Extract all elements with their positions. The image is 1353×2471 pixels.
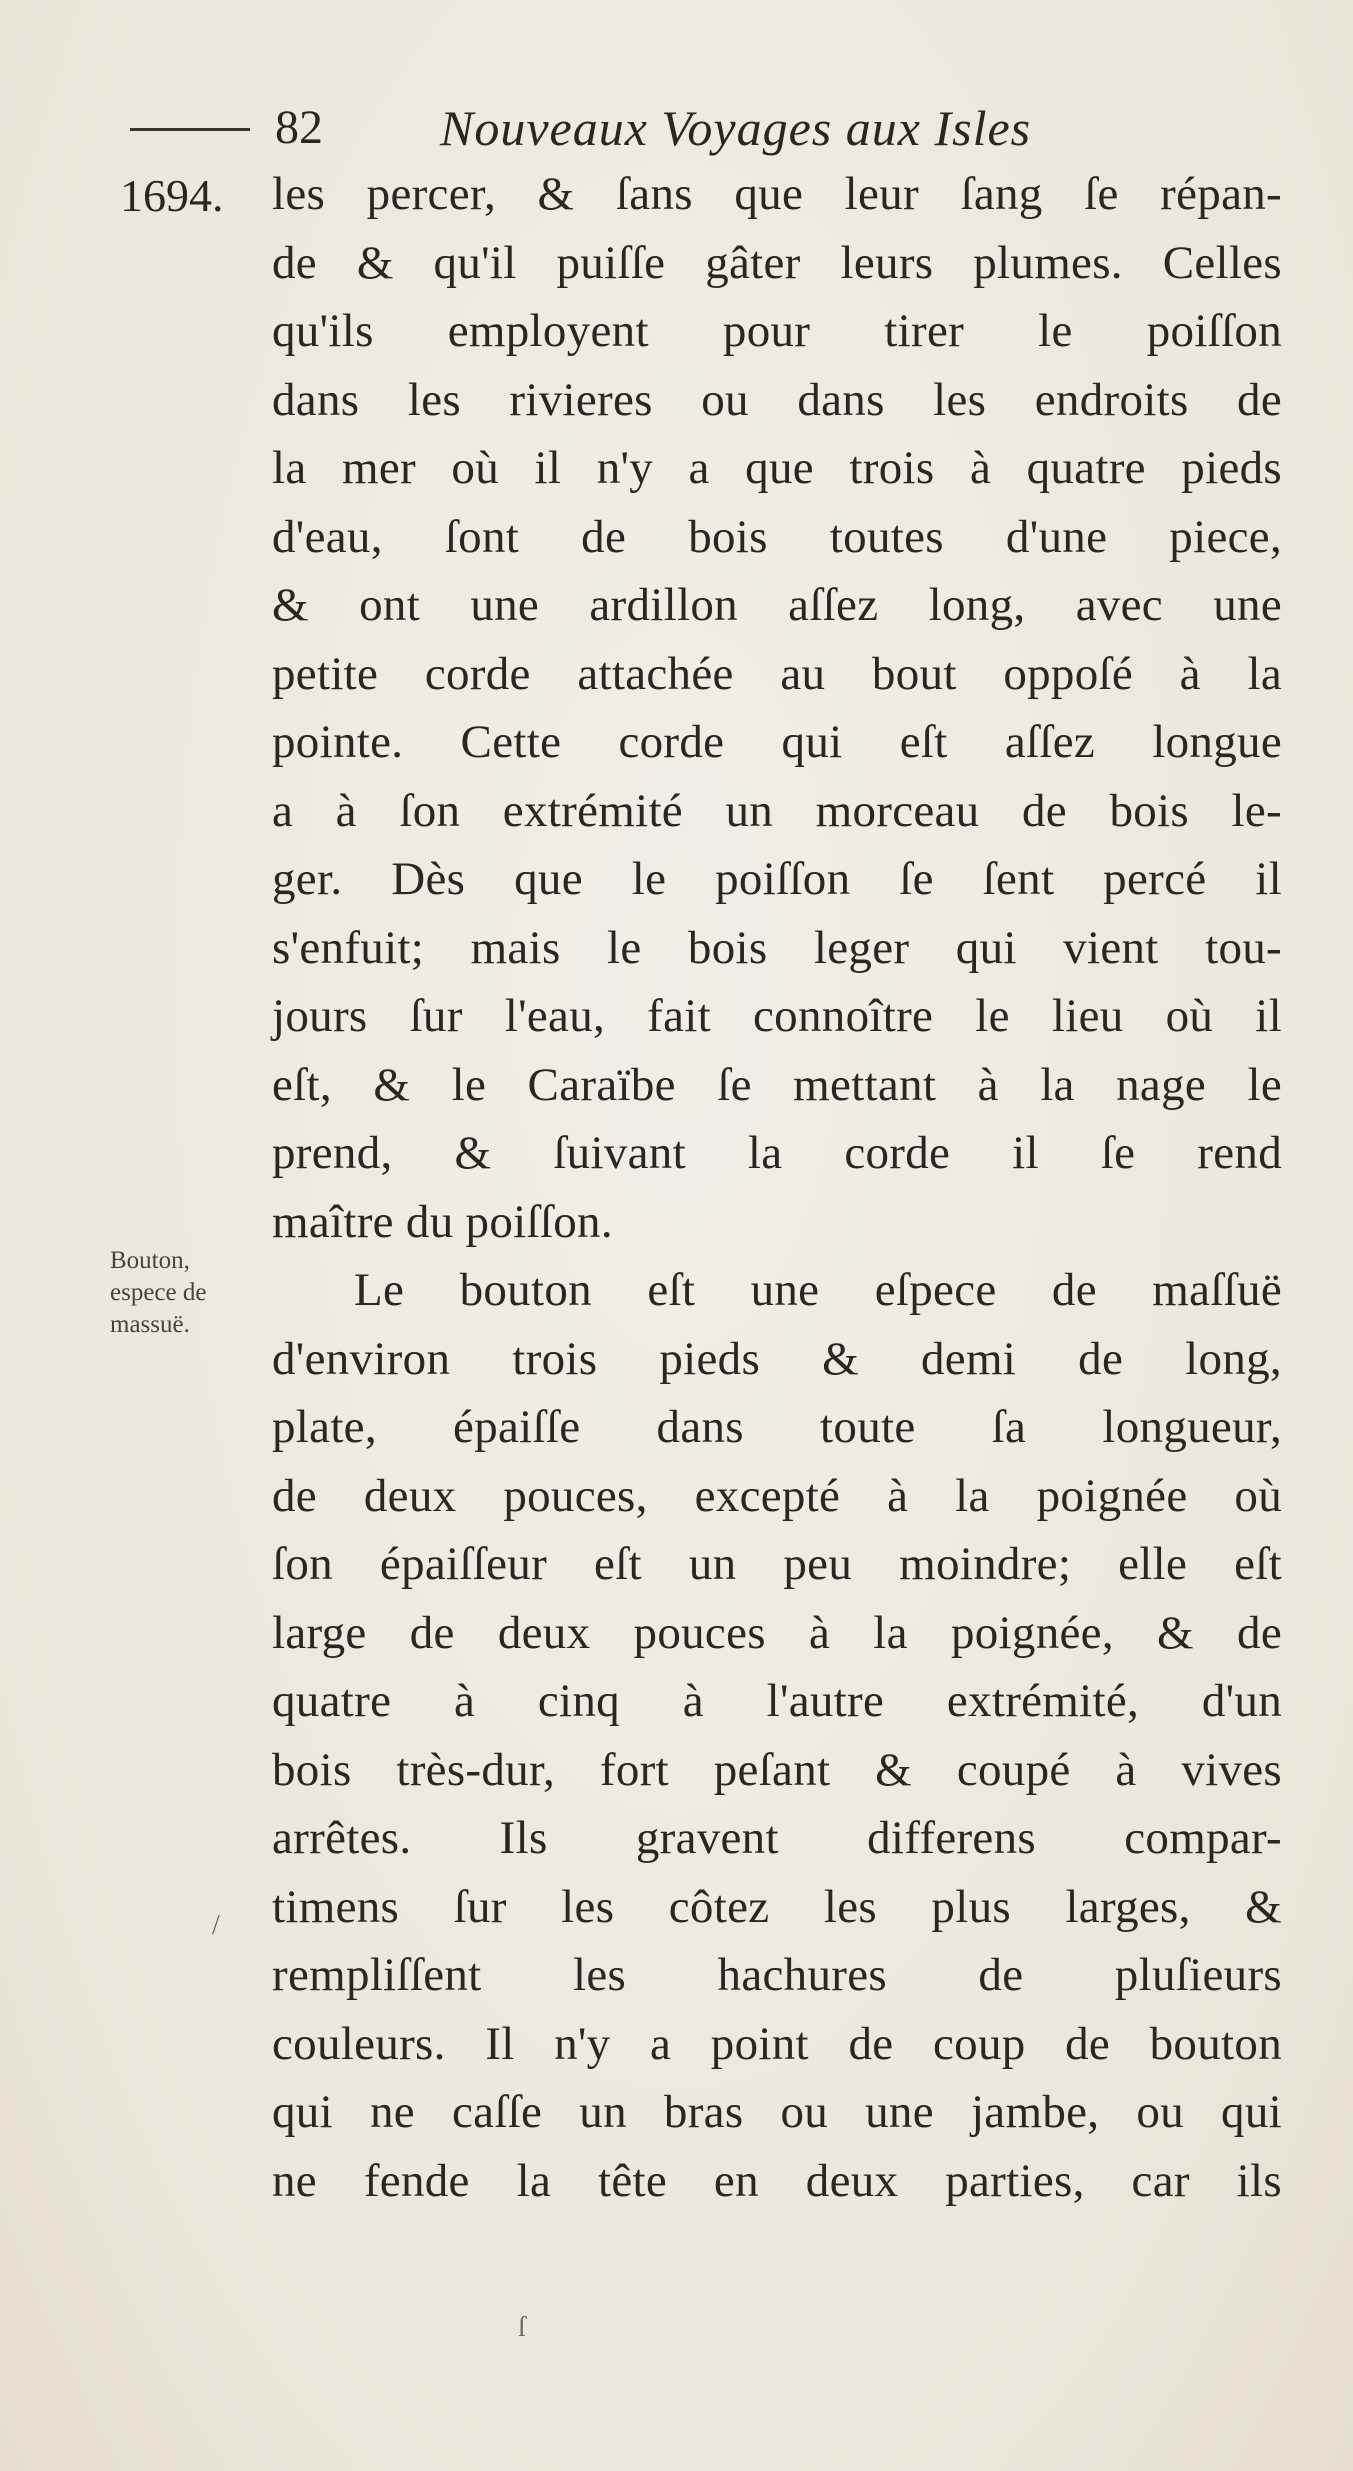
text-line: couleurs. Il n'y a point de coup de bouton — [272, 2017, 1282, 2070]
text-line: eſt, & le Caraïbe ſe mettant à la nage le — [272, 1058, 1282, 1111]
text-line: les percer, & ſans que leur ſang ſe répan- — [272, 168, 1282, 220]
text-line: ne fende la tête en deux parties, car ils — [272, 2154, 1282, 2207]
margin-note-line: Bouton, — [110, 1247, 190, 1274]
text-line: a à ſon extrémité un morceau de bois le- — [272, 784, 1282, 837]
text-line: qu'ils employent pour tirer le poiſſon — [272, 305, 1282, 357]
text-line: prend, & ſuivant la corde il ſe rend — [272, 1127, 1282, 1179]
body-text — [272, 160, 1282, 2215]
page-number: 82 — [275, 101, 323, 154]
text-line: quatre à cinq à l'autre extrémité, d'un — [272, 1675, 1282, 1727]
margin-year: 1694. — [120, 170, 224, 221]
text-line: rempliſſent les hachures de pluſieurs — [272, 1949, 1282, 2001]
page-header — [130, 98, 1230, 158]
text-line: & ont une ardillon aſſez long, avec une — [272, 579, 1282, 631]
text-line: d'environ trois pieds & demi de long, — [272, 1332, 1282, 1385]
margin-note-line: espece de — [110, 1279, 207, 1306]
text-line: s'enfuit; mais le bois leger qui vient tou- — [272, 921, 1282, 974]
text-line: de & qu'il puiſſe gâter leurs plumes. Celles — [272, 236, 1282, 289]
text-line: qui ne caſſe un bras ou une jambe, ou qui — [272, 2086, 1282, 2138]
stray-mark: ſ — [518, 2312, 526, 2343]
text-line: ſon épaiſſeur eſt un peu moindre; elle eſt — [272, 1538, 1282, 1590]
margin-note — [110, 1245, 260, 1341]
running-title: Nouveaux Voyages aux Isles — [440, 100, 1032, 156]
text-line: jours ſur l'eau, fait connoître le lieu où il — [272, 990, 1282, 1042]
text-line: maître du poiſſon. — [272, 1195, 613, 1248]
text-line: bois très-dur, fort peſant & coupé à vives — [272, 1743, 1282, 1796]
header-rule — [130, 128, 250, 131]
text-line: ger. Dès que le poiſſon ſe ſent percé il — [272, 853, 1282, 905]
text-line: timens ſur les côtez les plus larges, & — [272, 1880, 1282, 1933]
stray-mark: / — [212, 1910, 220, 1941]
text-line: Le bouton eſt une eſpece de maſſuë — [354, 1264, 1282, 1316]
text-line: pointe. Cette corde qui eſt aſſez longue — [272, 716, 1282, 768]
text-line: plate, épaiſſe dans toute ſa longueur, — [272, 1401, 1282, 1453]
text-line: arrêtes. Ils gravent differens compar- — [272, 1812, 1282, 1864]
text-line: d'eau, ſont de bois toutes d'une piece, — [272, 510, 1282, 563]
text-line: petite corde attachée au bout oppoſé à la — [272, 647, 1282, 700]
text-line: dans les rivieres ou dans les endroits de — [272, 373, 1282, 426]
margin-note-line: massuë. — [110, 1311, 190, 1338]
text-line: la mer où il n'y a que trois à quatre pieds — [272, 442, 1282, 494]
text-line: de deux pouces, excepté à la poignée où — [272, 1469, 1282, 1522]
text-line: large de deux pouces à la poignée, & de — [272, 1606, 1282, 1659]
